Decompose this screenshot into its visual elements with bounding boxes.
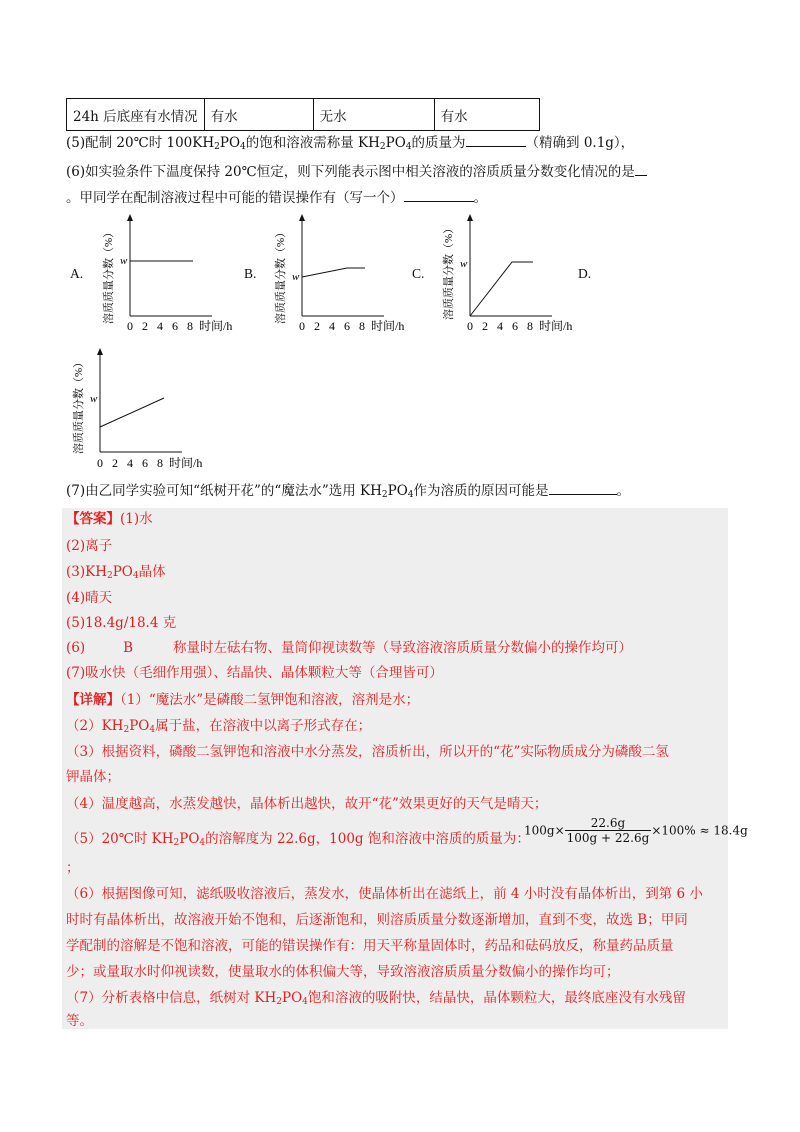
answer-3: $(3)KH_2PO_4$晶体: [66, 564, 166, 581]
answer-2: (2)离子: [66, 538, 113, 554]
tick-label: 6: [512, 319, 518, 333]
detail-5-end: ；: [66, 860, 80, 876]
graph-a: [100, 212, 250, 334]
answer-7: (7)吸水快（毛细作用强）、结晶快、晶体颗粒大等（合理皆可）: [66, 665, 443, 681]
y-axis-label: 溶质质量分数（%）: [275, 226, 287, 324]
w-label: w: [120, 255, 128, 267]
x-axis-label: 时间/h: [169, 456, 203, 470]
graph-b: [272, 212, 425, 334]
detail-7-line-1: （7）分析表格中信息，纸树对 $KH_2PO_4$饱和溶液的吸附快，结晶快，晶体颗粒大，最终底座没有水残留: [66, 990, 686, 1007]
w-label: w: [90, 393, 98, 405]
answer-blank: [549, 480, 617, 495]
detail-6-line-1: （6）根据图像可知，滤纸吸收溶液后，蒸发水，使晶体析出在滤纸上，前 4 小时没有晶体析出，到第 6 小: [66, 886, 703, 902]
table-header-cell: 24h 后底座有水情况: [67, 99, 205, 131]
answer-5: (5)18.4g/18.4 克: [66, 615, 177, 631]
tick-label: 4: [329, 319, 335, 333]
y-arrow-icon: [127, 214, 133, 221]
detail-6-line-2: 时时有晶体析出，故溶液开始不饱和，后逐渐饱和，则溶质质量分数逐渐增加，直到不变，故选 B；甲同: [66, 912, 688, 928]
detail-3-line-1: （3）根据资料，磷酸二氢钾饱和溶液中水分蒸发，溶质析出，所以开的“花”实际物质成分为磷酸二氢: [66, 744, 669, 760]
x-axis-label: 时间/h: [199, 319, 233, 333]
question-7: (7)由乙同学实验可知“纸树开花”的“魔法水”选用 $KH_2PO_4$作为溶质的原因可能是 。: [66, 480, 630, 501]
x-tick-labels: [97, 455, 202, 470]
tick-label: 6: [344, 319, 350, 333]
answer-1: 【答案】(1)水: [66, 511, 153, 527]
tick-label: 0: [127, 319, 133, 333]
tick-label: 2: [482, 319, 488, 333]
detail-5: （5）20℃时 $KH_2PO_4$的溶解度为 22.6g，100g 饱和溶液中溶质的质量为：: [66, 831, 530, 848]
detail-2: $(2)KH_2PO_4$属于盐，在溶液中以离子形式存在；: [66, 718, 372, 735]
answer-blank: [404, 187, 474, 202]
answer-4: (4)晴天: [66, 590, 113, 606]
tick-label: 2: [112, 456, 118, 470]
x-tick-labels: [127, 318, 232, 333]
y-arrow-icon: [97, 348, 103, 355]
table-row: [67, 99, 540, 131]
detail-1: 【详解】（1）“魔法水”是磷酸二氢钾饱和溶液，溶剂是水；: [66, 692, 420, 708]
question-6-line-2: 。甲同学在配制溶液过程中可能的错误操作有（写一个） 。: [66, 187, 487, 208]
tick-label: 2: [314, 319, 320, 333]
y-axis-label: 溶质质量分数（%）: [443, 222, 455, 320]
tick-label: 6: [172, 319, 178, 333]
y-axis-label: 溶质质量分数（%）: [73, 356, 85, 454]
table-cell: 有水: [434, 99, 539, 131]
tick-label: 8: [157, 456, 163, 470]
answer-blank: [635, 161, 647, 176]
detail-3-line-2: 钾晶体；: [66, 769, 120, 785]
y-arrow-icon: [467, 214, 473, 221]
tick-label: 0: [467, 319, 473, 333]
detail-6-line-4: 少；或量取水时仰视读数，使量取水的体积偏大等，导致溶液溶质质量分数偏小的操作均可；: [66, 964, 620, 980]
x-tick-labels: [299, 318, 404, 333]
detail-7-line-2: 等。: [66, 1013, 93, 1029]
question-6-line-1: (6)如实验条件下温度保持 20℃恒定，则下列能表示图中相关溶液的溶质质量分数变化情况的是: [66, 161, 647, 182]
w-label: w: [460, 258, 468, 270]
tick-label: 2: [142, 319, 148, 333]
y-arrow-icon: [299, 214, 305, 221]
x-tick-labels: [467, 318, 572, 333]
option-b-label: B.: [244, 266, 257, 281]
tick-label: 0: [97, 456, 103, 470]
tick-label: 0: [299, 319, 305, 333]
y-axis-label: 溶质质量分数（%）: [103, 226, 115, 324]
series-line: [100, 398, 164, 427]
answer-label: 【答案】: [66, 511, 120, 527]
answer-choice: B: [123, 640, 134, 656]
tick-label: 8: [359, 319, 365, 333]
table-cell: 有水: [204, 99, 313, 131]
tick-label: 6: [142, 456, 148, 470]
tick-label: 4: [497, 319, 503, 333]
tick-label: 8: [187, 319, 193, 333]
answer-blank: [466, 132, 526, 147]
option-d-label: D.: [578, 266, 592, 281]
detail-6-line-3: 学配制的溶解是不饱和溶液，可能的错误操作有：用天平称量固体时，药品和砝码放反，称量药品质量: [66, 938, 674, 954]
series-line: [470, 262, 533, 316]
x-axis-label: 时间/h: [539, 319, 573, 333]
graph-d: [70, 344, 220, 470]
tick-label: 4: [127, 456, 133, 470]
answer-6: (6) B 称量时左砝右物、量筒仰视读数等（导致溶液溶质质量分数偏小的操作均可）: [66, 640, 633, 656]
table-cell: 无水: [313, 99, 434, 131]
option-c-label: C.: [412, 266, 425, 281]
w-label: w: [292, 271, 300, 283]
detail-4: （4）温度越高，水蒸发越快，晶体析出越快，故开“花”效果更好的天气是晴天；: [66, 796, 548, 812]
tick-label: 8: [527, 319, 533, 333]
formula: 100g× $\frac{22.6g}{100g + 22.6g}$ ×100% ≈ 18.4g: [524, 816, 748, 845]
graph-c: [440, 212, 590, 334]
detail-label: 【详解】: [66, 692, 120, 708]
data-table: [66, 98, 540, 131]
series-line: [302, 268, 365, 277]
x-axis-label: 时间/h: [371, 319, 405, 333]
tick-label: 4: [157, 319, 163, 333]
question-5: (5)配制 20℃时 $100KH_2PO_4$的饱和溶液需称量 $KH_2PO_4$的质量为 （精确到 0.1g），: [66, 132, 634, 153]
option-a-label: A.: [70, 266, 84, 281]
